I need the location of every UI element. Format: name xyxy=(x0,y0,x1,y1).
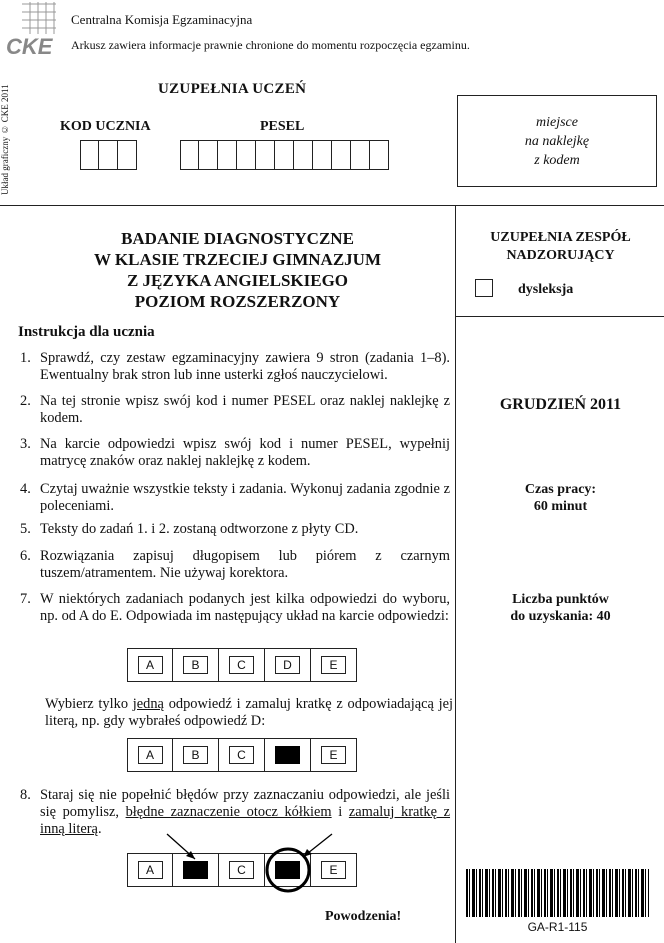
exam-points xyxy=(457,591,664,625)
choice-c: C xyxy=(229,656,254,674)
sticker-line3: z kodem xyxy=(534,152,580,168)
answer-example-empty xyxy=(127,648,357,682)
exam-title xyxy=(20,228,455,312)
pesel-box[interactable] xyxy=(351,140,370,170)
confidential-notice: Arkusz zawiera informacje prawnie chronione do momentu rozpoczęcia egzaminu. xyxy=(71,38,470,52)
barcode-code: GA-R1-115 xyxy=(527,920,588,934)
choice-e: E xyxy=(321,861,346,879)
choice-a: A xyxy=(138,746,163,764)
logo-text: CKE xyxy=(6,34,53,58)
pesel-field[interactable] xyxy=(180,140,389,170)
item-text: Czytaj uważnie wszystkie teksty i zadania. Wykonuj zadania zgodnie z poleceniami. xyxy=(40,481,450,514)
item-text: Rozwiązania zapisuj długopisem lub piórem z czarnym tuszem/atramentem. Nie używaj korektora. xyxy=(40,548,450,581)
choice-b: B xyxy=(183,656,208,674)
choice-a: A xyxy=(138,656,163,674)
time-value: 60 minut xyxy=(533,499,588,514)
item-number: 6. xyxy=(20,548,31,564)
kod-box[interactable] xyxy=(99,140,118,170)
barcode xyxy=(466,869,649,917)
item-number: 1. xyxy=(20,350,31,366)
choose-instruction: Wybierz tylko jedną odpowiedź i zamaluj kratkę z odpowiadającą jej literą, np. gdy wybrałeś odpowiedź D: xyxy=(45,696,453,729)
item-number: 7. xyxy=(20,591,31,607)
pesel-box[interactable] xyxy=(256,140,275,170)
pesel-box[interactable] xyxy=(275,140,294,170)
item-text: Staraj się nie popełnić błędów przy zaznaczaniu odpowiedzi, ale jeśli się pomylisz, błędne zaznaczenie otocz kółkiem i zamaluj kratkę z inną literą. xyxy=(40,787,451,837)
exam-title-line2: W KLASIE TRZECIEJ GIMNAZJUM xyxy=(93,250,381,269)
kod-box[interactable] xyxy=(118,140,137,170)
kod-ucznia-label: KOD UCZNIA xyxy=(60,119,151,134)
item-number: 2. xyxy=(20,393,31,409)
divider-horizontal xyxy=(0,205,664,206)
item-text: W niektórych zadaniach podanych jest kilka odpowiedzi do wyboru, np. od A do E. Odpowiada im następujący układ na karcie odpowiedzi: xyxy=(40,591,450,624)
sticker-area xyxy=(457,95,657,187)
pesel-box[interactable] xyxy=(237,140,256,170)
choice-a: A xyxy=(138,861,163,879)
item-number: 8. xyxy=(20,787,31,803)
item-text: Teksty do zadań 1. i 2. zostaną odtworzone z płyty CD. xyxy=(40,521,359,537)
choice-c: C xyxy=(229,746,254,764)
instruction-item xyxy=(20,548,450,582)
divider-right xyxy=(455,316,664,317)
time-label: Czas pracy: xyxy=(524,482,597,497)
item-number: 3. xyxy=(20,436,31,452)
dysleksja-checkbox[interactable] xyxy=(475,279,493,297)
staff-heading-line2: NADZORUJĄCY xyxy=(506,248,615,263)
side-print: Układ graficzny © CKE 2011 xyxy=(0,84,10,196)
pesel-box[interactable] xyxy=(370,140,389,170)
exam-title-line4: POZIOM ROZSZERZONY xyxy=(134,292,341,311)
correction-annotation xyxy=(127,826,367,896)
pesel-box[interactable] xyxy=(313,140,332,170)
item-text: Na karcie odpowiedzi wpisz swój kod i numer PESEL, wypełnij matrycę znaków oraz naklej naklejkę z kodem. xyxy=(40,436,450,469)
exam-date: GRUDZIEŃ 2011 xyxy=(499,396,622,413)
instruction-item xyxy=(20,481,450,515)
instruction-item xyxy=(20,393,450,427)
item-number: 5. xyxy=(20,521,31,537)
choice-d-filled xyxy=(275,746,300,764)
answer-example-marked xyxy=(127,738,357,772)
choice-b: B xyxy=(183,746,208,764)
points-value: do uzyskania: 40 xyxy=(510,609,611,624)
item-text: Na tej stronie wpisz swój kod i numer PESEL oraz naklej naklejkę z kodem. xyxy=(40,393,450,426)
student-section-heading: UZUPEŁNIA UCZEŃ xyxy=(158,81,307,97)
pesel-box[interactable] xyxy=(332,140,351,170)
kod-box[interactable] xyxy=(80,140,99,170)
staff-section-heading xyxy=(457,229,664,265)
sticker-line2: na naklejkę xyxy=(524,133,590,149)
choice-d: D xyxy=(275,656,300,674)
staff-heading-line1: UZUPEŁNIA ZESPÓŁ xyxy=(490,230,631,245)
instruction-item xyxy=(20,436,450,470)
points-label: Liczba punktów xyxy=(512,592,609,607)
instructions-heading: Instrukcja dla ucznia xyxy=(18,324,155,340)
pesel-box[interactable] xyxy=(180,140,199,170)
choice-e: E xyxy=(321,746,346,764)
institution-name: Centralna Komisja Egzaminacyjna xyxy=(71,12,253,27)
sticker-line1: miejsce xyxy=(536,114,578,130)
pesel-box[interactable] xyxy=(199,140,218,170)
good-luck-text: Powodzenia! xyxy=(325,909,402,924)
instruction-item xyxy=(20,521,450,538)
item-text: Sprawdź, czy zestaw egzaminacyjny zawiera 9 stron (zadania 1–8). Ewentualny brak stron lub inne usterki zgłoś nauczycielowi. xyxy=(40,350,450,383)
kod-ucznia-field[interactable] xyxy=(80,140,137,170)
pesel-label: PESEL xyxy=(260,119,305,134)
cke-logo xyxy=(2,2,58,58)
item-number: 4. xyxy=(20,481,31,497)
correction-circle xyxy=(267,849,309,891)
instruction-item xyxy=(20,591,450,625)
exam-time xyxy=(457,481,664,515)
dysleksja-label: dysleksja xyxy=(518,282,574,297)
exam-title-line3: Z JĘZYKA ANGIELSKIEGO xyxy=(126,271,349,290)
pesel-box[interactable] xyxy=(294,140,313,170)
choice-c: C xyxy=(229,861,254,879)
instruction-item xyxy=(20,350,450,384)
exam-title-line1: BADANIE DIAGNOSTYCZNE xyxy=(121,229,354,248)
choice-e: E xyxy=(321,656,346,674)
pesel-box[interactable] xyxy=(218,140,237,170)
